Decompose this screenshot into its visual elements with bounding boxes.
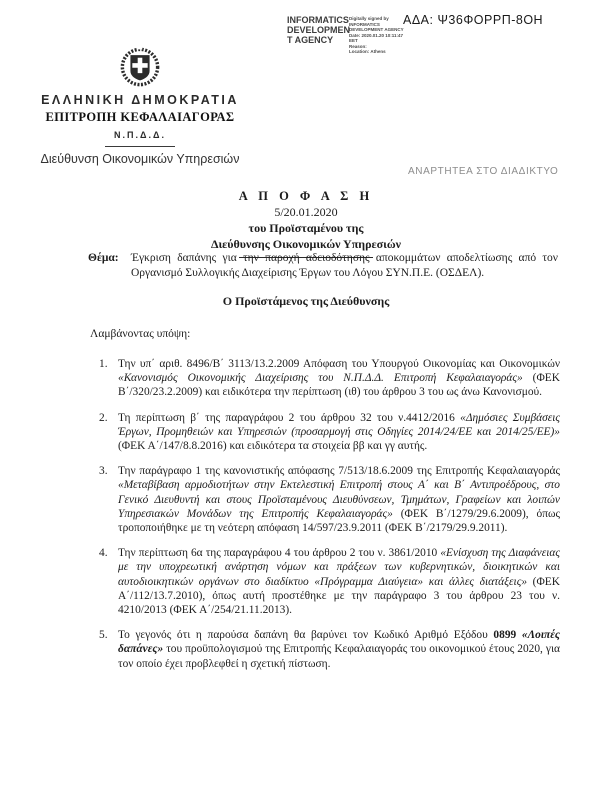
letterhead-npdd: Ν.Π.Δ.Δ. — [114, 130, 166, 140]
consideration-item — [99, 411, 560, 454]
stamp-line: Location: Athens — [349, 49, 386, 54]
stamp-line: INFORMATICS — [287, 15, 349, 25]
item-text-segment: «Κανονισμός Οικονομικής Διαχείρισης του Ν.Π.Δ.Δ. Επιτροπή Κεφαλαιαγοράς» — [118, 372, 523, 385]
item-number: 1. — [99, 358, 108, 370]
stamp-signature-details — [349, 15, 411, 55]
item-text-segment: 0899 — [493, 629, 517, 642]
stamp-line: Digitally signed by — [349, 16, 389, 21]
stamp-line: T AGENCY — [287, 35, 334, 45]
letterhead-divider — [105, 146, 175, 147]
item-text-segment: Την περίπτωση 6α της παραγράφου 4 του άρθρου 2 του ν. 3861/2010 — [118, 547, 441, 560]
item-text-segment: «Μεταβίβαση αρμοδιοτήτων στην Εκτελεστική Επιτροπή στους Α΄ και Β΄ Αντιπροέδρους, στο Γενικό Διευθυντή και στους Προϊσταμένους Διευθύνσεων, Τμημάτων, Γραφείων και λοιπών Υπηρεσιακών Μονάδων της Επιτροπής Κεφαλαιαγοράς» — [118, 479, 560, 520]
stamp-line: EET — [349, 38, 358, 43]
item-text-segment: Την παράγραφο 1 της κανονιστικής απόφασης 7/513/18.6.2009 της Επιτροπής Κεφαλαιαγοράς — [118, 465, 560, 478]
considering-label: Λαμβάνοντας υπόψη: — [90, 328, 191, 340]
letterhead-directorate: Διεύθυνση Οικονομικών Υπηρεσιών — [40, 152, 240, 166]
considerations-list — [99, 357, 560, 682]
item-text-segment: Το γεγονός ότι η παρούσα δαπάνη θα βαρύνει τον Κωδικό Αριθμό Εξόδου — [118, 629, 494, 642]
decision-issuer-line1: του Προϊσταμένου της — [248, 221, 364, 235]
stamp-agency-name — [287, 15, 351, 55]
stamp-line: INFORMATICS — [349, 21, 380, 27]
decision-issuer-line2: Διεύθυνσης Οικονομικών Υπηρεσιών — [210, 237, 402, 251]
consideration-item — [99, 464, 560, 535]
stamp-line: Date: 2020.01.20 10:11:47 — [349, 32, 404, 38]
item-number: 4. — [99, 547, 108, 560]
letterhead — [38, 44, 242, 166]
subject-section — [88, 251, 558, 280]
item-number: 3. — [99, 465, 108, 478]
stamp-line: DEVELOPMENT AGENCY — [349, 27, 404, 32]
digital-signature-stamp — [287, 15, 411, 55]
item-text-segment: (ΦΕΚ Β΄/320/23.2.2009) και ειδικότερα την περίπτωση (ιθ) του άρθρου 3 του ως άνω Κανονισμού. — [118, 372, 560, 399]
item-text-segment: (ΦΕΚ Α΄/147/8.8.2016) και ειδικότερα τα στοιχεία ββ και γγ αυτής. — [118, 440, 428, 453]
subject-label: Θέμα: — [88, 252, 119, 264]
decision-number-date: 5/20.01.2020 — [274, 205, 338, 219]
item-text-segment: «Δημόσιες Συμβάσεις Έργων, Προμηθειών και Υπηρεσιών (προσαρμογή στις Οδηγίες 2014/24/ΕΕ και 2014/25/ΕΕ)» — [118, 411, 560, 438]
item-text-segment: «Λοιπές δαπάνες» — [118, 629, 560, 656]
decision-heading: Α Π Ο Φ Α Σ Η — [238, 189, 374, 203]
letterhead-republic: ΕΛΛΗΝΙΚΗ ΔΗΜΟΚΡΑΤΙΑ — [41, 93, 239, 107]
decision-title-block — [0, 189, 612, 258]
stamp-line: Reason: — [349, 43, 367, 49]
stamp-line: DEVELOPMEN — [287, 25, 351, 35]
letterhead-commission: ΕΠΙΤΡΟΠΗ ΚΕΦΑΛΑΙΑΓΟΡΑΣ — [45, 110, 235, 124]
subject-text: Έγκριση δαπάνης για την παροχή αδειοδότησης αποκομμάτων αποδελτίωσης από τον Οργανισμό Συλλογικής Διαχείρισης Έργων του Λόγου ΣΥΝ.Π.Ε. (ΟΣΔΕΛ). — [131, 252, 558, 279]
issuer-heading: Ο Προϊστάμενος της Διεύθυνσης — [222, 294, 390, 308]
item-text-segment: «Ενίσχυση της Διαφάνειας με την υποχρεωτική ανάρτηση νόμων και πράξεων των κυβερνητικών, διοικητικών και αυτοδιοικητικών οργάνων στο διαδίκτυο «Πρόγραμμα Διαύγεια» και άλλες διατάξεις» — [118, 547, 560, 588]
item-number: 2. — [99, 411, 108, 424]
consideration-item — [99, 628, 560, 671]
item-text-segment: Τη περίπτωση β΄ της παραγράφου 2 του άρθρου 32 του ν.4412/2016 — [118, 411, 461, 424]
ada-number: ΑΔΑ: Ψ36ΦΟΡΡΠ-8ΟΗ — [403, 13, 544, 27]
consideration-item — [99, 546, 560, 617]
consideration-item — [99, 357, 560, 400]
item-text-segment: Την υπ΄ αριθ. 8496/Β΄ 3113/13.2.2009 Απόφαση του Υπουργού Οικονομίας και Οικονομικών — [118, 358, 560, 370]
item-text-segment: (ΦΕΚ Β΄/1279/29.6.2009), όπως τροποποιήθηκε με τη νεότερη απόφαση 14/597/23.9.2011 (ΦΕΚ Β΄/2179/29.9.2011). — [118, 507, 560, 535]
item-text-segment: (ΦΕΚ Α΄/112/13.7.2010), όπως αυτή προστέθηκε με την παράγραφο 3 του άρθρου 23 του ν. 4210/2013 (ΦΕΚ Α΄/254/21.11.2013). — [118, 575, 560, 617]
item-text-segment: του προϋπολογισμού της Επιτροπής Κεφαλαιαγοράς του οικονομικού έτους 2020, για τον οποίο έχει προβλεφθεί η σχετική πίστωση. — [118, 643, 560, 670]
greek-coat-of-arms-icon — [117, 44, 163, 90]
item-number: 5. — [99, 629, 108, 642]
web-posting-note: ΑΝΑΡΤΗΤΕΑ ΣΤΟ ΔΙΑΔΙΚΤΥΟ — [408, 166, 559, 177]
